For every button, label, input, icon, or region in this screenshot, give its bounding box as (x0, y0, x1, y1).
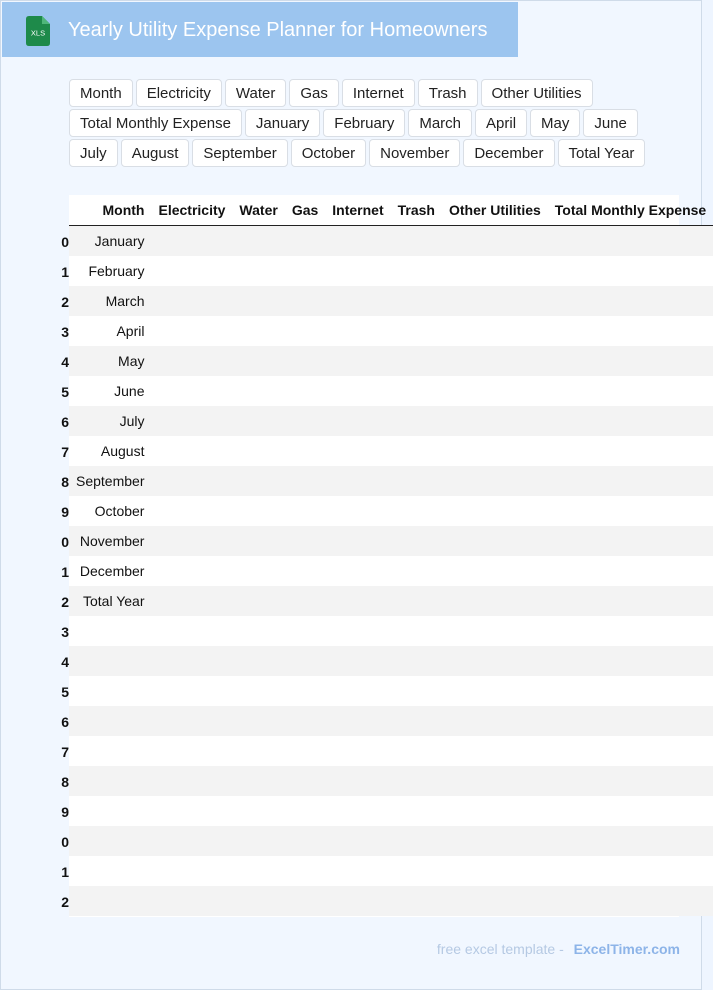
expense-cell[interactable] (285, 466, 325, 496)
row-index-glyph: 9 (61, 504, 69, 520)
column-header-month: Month (69, 195, 151, 226)
expense-cell[interactable] (285, 436, 325, 466)
expense-cell[interactable] (391, 646, 442, 676)
row-index-glyph: 4 (61, 354, 69, 370)
column-header-internet: Internet (325, 195, 390, 226)
expense-cell[interactable] (232, 226, 284, 257)
chip-other-utilities[interactable]: Other Utilities (481, 79, 593, 107)
expense-cell[interactable] (232, 736, 284, 766)
row-index-glyph: 0 (61, 834, 69, 850)
chip-november[interactable]: November (369, 139, 460, 167)
table-row (69, 466, 713, 496)
chip-april[interactable]: April (475, 109, 527, 137)
expense-cell[interactable] (151, 616, 232, 646)
expense-cell[interactable] (391, 586, 442, 616)
expense-cell[interactable] (285, 586, 325, 616)
footer (437, 941, 680, 957)
month-cell: October (69, 496, 151, 526)
expense-cell[interactable] (151, 646, 232, 676)
expense-cell[interactable] (442, 376, 548, 406)
month-cell (69, 646, 151, 676)
table-row (69, 346, 713, 376)
month-cell: November (69, 526, 151, 556)
expense-cell[interactable] (391, 616, 442, 646)
expense-cell[interactable] (285, 886, 325, 916)
row-index-glyph: 2 (61, 594, 69, 610)
expense-cell[interactable] (442, 556, 548, 586)
expense-cell[interactable] (285, 286, 325, 316)
expense-cell[interactable] (151, 286, 232, 316)
month-cell: September (69, 466, 151, 496)
month-cell (69, 766, 151, 796)
expense-table-viewport (61, 195, 707, 917)
expense-cell[interactable] (232, 556, 284, 586)
expense-cell[interactable] (442, 436, 548, 466)
expense-cell[interactable] (548, 856, 713, 886)
expense-cell[interactable] (151, 586, 232, 616)
expense-cell[interactable] (285, 406, 325, 436)
month-cell: February (69, 256, 151, 286)
table-body (61, 226, 713, 917)
row-index-glyph: 1 (61, 264, 69, 280)
month-cell: June (69, 376, 151, 406)
expense-cell[interactable] (325, 706, 390, 736)
expense-cell[interactable] (548, 796, 713, 826)
expense-cell[interactable] (232, 676, 284, 706)
chip-january[interactable]: January (245, 109, 320, 137)
expense-cell[interactable] (151, 256, 232, 286)
expense-cell[interactable] (442, 316, 548, 346)
expense-cell[interactable] (442, 856, 548, 886)
row-index-glyph: 3 (61, 624, 69, 640)
expense-cell[interactable] (232, 286, 284, 316)
expense-cell[interactable] (151, 496, 232, 526)
row-index-glyph: 1 (61, 564, 69, 580)
month-cell (69, 826, 151, 856)
row-index-glyph: 2 (61, 894, 69, 910)
expense-cell[interactable] (151, 706, 232, 736)
table-header-row (69, 195, 713, 226)
expense-cell[interactable] (325, 256, 390, 286)
expense-cell[interactable] (151, 316, 232, 346)
expense-cell[interactable] (285, 556, 325, 586)
expense-cell[interactable] (391, 856, 442, 886)
expense-cell[interactable] (548, 436, 713, 466)
expense-table (61, 195, 713, 916)
expense-cell[interactable] (548, 256, 713, 286)
month-cell: April (69, 316, 151, 346)
expense-cell[interactable] (391, 376, 442, 406)
expense-cell[interactable] (548, 736, 713, 766)
expense-cell[interactable] (548, 706, 713, 736)
table-row (69, 226, 713, 257)
row-index-glyph: 3 (61, 324, 69, 340)
expense-cell[interactable] (325, 736, 390, 766)
expense-cell[interactable] (548, 526, 713, 556)
expense-cell[interactable] (151, 346, 232, 376)
expense-cell[interactable] (285, 226, 325, 257)
expense-cell[interactable] (391, 556, 442, 586)
table-row (69, 556, 713, 586)
table-row (69, 376, 713, 406)
expense-cell[interactable] (151, 826, 232, 856)
table-row (69, 496, 713, 526)
row-index-glyph: 0 (61, 234, 69, 250)
expense-cell[interactable] (232, 766, 284, 796)
row-index-glyph: 8 (61, 774, 69, 790)
month-cell: January (69, 226, 151, 257)
footer-text: free excel template - (436, 941, 564, 957)
chip-march[interactable]: March (408, 109, 472, 137)
row-index-glyph: 6 (61, 414, 69, 430)
expense-cell[interactable] (151, 856, 232, 886)
table-row (69, 616, 713, 646)
expense-cell[interactable] (391, 676, 442, 706)
expense-cell[interactable] (325, 646, 390, 676)
chip-february[interactable]: February (323, 109, 405, 137)
month-cell (69, 736, 151, 766)
table-row (69, 316, 713, 346)
row-index-glyph: 4 (61, 654, 69, 670)
expense-cell[interactable] (232, 706, 284, 736)
expense-cell[interactable] (391, 316, 442, 346)
expense-cell[interactable] (442, 256, 548, 286)
column-header-water: Water (232, 195, 284, 226)
expense-cell[interactable] (548, 346, 713, 376)
expense-cell[interactable] (442, 826, 548, 856)
row-index-glyph: 7 (61, 744, 69, 760)
row-index-glyph: 8 (61, 474, 69, 490)
expense-cell[interactable] (391, 736, 442, 766)
expense-cell[interactable] (391, 286, 442, 316)
expense-cell[interactable] (548, 886, 713, 916)
expense-cell[interactable] (232, 346, 284, 376)
expense-cell[interactable] (285, 826, 325, 856)
expense-cell[interactable] (325, 556, 390, 586)
chip-december[interactable]: December (463, 139, 554, 167)
expense-cell[interactable] (548, 226, 713, 257)
title-bar (2, 2, 518, 57)
expense-cell[interactable] (442, 736, 548, 766)
expense-cell[interactable] (151, 226, 232, 257)
expense-cell[interactable] (232, 856, 284, 886)
expense-cell[interactable] (442, 646, 548, 676)
expense-cell[interactable] (232, 496, 284, 526)
month-cell (69, 796, 151, 826)
row-index-glyph: 6 (61, 714, 69, 730)
page-title: Yearly Utility Expense Planner for Homeowners (68, 19, 488, 41)
month-cell: August (69, 436, 151, 466)
expense-cell[interactable] (151, 736, 232, 766)
row-index-glyph: 1 (61, 864, 69, 880)
expense-cell[interactable] (325, 376, 390, 406)
expense-cell[interactable] (442, 766, 548, 796)
expense-cell[interactable] (285, 796, 325, 826)
expense-cell[interactable] (232, 466, 284, 496)
expense-cell[interactable] (232, 376, 284, 406)
expense-cell[interactable] (325, 886, 390, 916)
expense-cell[interactable] (285, 496, 325, 526)
expense-cell[interactable] (325, 766, 390, 796)
table-row (69, 826, 713, 856)
chip-month[interactable]: Month (69, 79, 133, 107)
expense-cell[interactable] (391, 826, 442, 856)
row-index-glyph: 5 (61, 684, 69, 700)
month-cell (69, 706, 151, 736)
expense-cell[interactable] (325, 316, 390, 346)
column-header-electricity: Electricity (151, 195, 232, 226)
chip-september[interactable]: September (192, 139, 287, 167)
expense-cell[interactable] (232, 886, 284, 916)
xls-file-icon (26, 16, 50, 46)
expense-cell[interactable] (391, 526, 442, 556)
expense-cell[interactable] (285, 646, 325, 676)
expense-cell[interactable] (151, 676, 232, 706)
chip-august[interactable]: August (121, 139, 190, 167)
row-index-glyph: 2 (61, 294, 69, 310)
column-header-other-utilities: Other Utilities (442, 195, 548, 226)
table-row (69, 526, 713, 556)
expense-cell[interactable] (391, 466, 442, 496)
expense-cell[interactable] (325, 466, 390, 496)
expense-cell[interactable] (232, 646, 284, 676)
expense-cell[interactable] (151, 796, 232, 826)
expense-cell[interactable] (285, 346, 325, 376)
expense-cell[interactable] (391, 496, 442, 526)
expense-cell[interactable] (325, 436, 390, 466)
row-index-glyph: 7 (61, 444, 69, 460)
month-cell: March (69, 286, 151, 316)
chip-internet[interactable]: Internet (342, 79, 415, 107)
month-cell (69, 676, 151, 706)
expense-cell[interactable] (442, 346, 548, 376)
expense-cell[interactable] (325, 586, 390, 616)
expense-cell[interactable] (442, 496, 548, 526)
expense-cell[interactable] (285, 736, 325, 766)
expense-cell[interactable] (442, 886, 548, 916)
expense-cell[interactable] (548, 586, 713, 616)
month-cell: May (69, 346, 151, 376)
expense-cell[interactable] (325, 496, 390, 526)
expense-cell[interactable] (325, 856, 390, 886)
table-row (69, 406, 713, 436)
month-cell: July (69, 406, 151, 436)
expense-cell[interactable] (325, 226, 390, 257)
expense-cell[interactable] (391, 256, 442, 286)
expense-cell[interactable] (325, 286, 390, 316)
table-row (69, 646, 713, 676)
expense-cell[interactable] (232, 316, 284, 346)
table-row (69, 856, 713, 886)
month-cell: Total Year (69, 586, 151, 616)
expense-cell[interactable] (442, 226, 548, 257)
month-cell (69, 886, 151, 916)
expense-cell[interactable] (232, 436, 284, 466)
expense-cell[interactable] (548, 316, 713, 346)
expense-cell[interactable] (442, 586, 548, 616)
expense-cell[interactable] (325, 346, 390, 376)
expense-cell[interactable] (285, 856, 325, 886)
month-cell (69, 616, 151, 646)
table-row (69, 706, 713, 736)
expense-cell[interactable] (151, 556, 232, 586)
expense-cell[interactable] (391, 706, 442, 736)
expense-cell[interactable] (325, 796, 390, 826)
chip-june[interactable]: June (583, 109, 638, 137)
month-cell: December (69, 556, 151, 586)
expense-cell[interactable] (325, 826, 390, 856)
expense-cell[interactable] (391, 766, 442, 796)
expense-cell[interactable] (391, 346, 442, 376)
column-header-total-monthly-expense: Total Monthly Expense (548, 195, 713, 226)
chip-total-year[interactable]: Total Year (558, 139, 646, 167)
expense-cell[interactable] (285, 616, 325, 646)
table-row (69, 676, 713, 706)
expense-cell[interactable] (442, 406, 548, 436)
expense-cell[interactable] (285, 526, 325, 556)
column-chip-list (69, 79, 687, 167)
expense-cell[interactable] (442, 706, 548, 736)
expense-cell[interactable] (442, 796, 548, 826)
expense-cell[interactable] (151, 466, 232, 496)
table-row (69, 736, 713, 766)
expense-cell[interactable] (325, 616, 390, 646)
expense-cell[interactable] (232, 256, 284, 286)
expense-cell[interactable] (232, 406, 284, 436)
expense-cell[interactable] (285, 256, 325, 286)
expense-cell[interactable] (548, 646, 713, 676)
expense-cell[interactable] (285, 316, 325, 346)
expense-cell[interactable] (325, 406, 390, 436)
table-row (69, 256, 713, 286)
expense-cell[interactable] (285, 766, 325, 796)
row-index-glyph: 0 (61, 534, 69, 550)
footer-brand-link[interactable]: ExcelTimer.com (573, 941, 680, 957)
expense-cell[interactable] (442, 466, 548, 496)
expense-cell[interactable] (548, 766, 713, 796)
expense-cell[interactable] (285, 376, 325, 406)
chip-october[interactable]: October (291, 139, 366, 167)
table-row (69, 766, 713, 796)
expense-cell[interactable] (391, 886, 442, 916)
chip-electricity[interactable]: Electricity (136, 79, 222, 107)
table-row (69, 886, 713, 916)
row-index-glyph: 9 (61, 804, 69, 820)
expense-cell[interactable] (232, 796, 284, 826)
xls-icon-label: XLS (30, 28, 46, 38)
expense-cell[interactable] (232, 826, 284, 856)
expense-cell[interactable] (232, 526, 284, 556)
expense-cell[interactable] (232, 586, 284, 616)
column-header-trash: Trash (391, 195, 442, 226)
chip-water[interactable]: Water (225, 79, 286, 107)
table-row (69, 436, 713, 466)
expense-cell[interactable] (442, 286, 548, 316)
row-index-glyph: 5 (61, 384, 69, 400)
expense-cell[interactable] (548, 286, 713, 316)
expense-cell[interactable] (285, 706, 325, 736)
expense-cell[interactable] (151, 376, 232, 406)
chip-total-monthly-expense[interactable]: Total Monthly Expense (69, 109, 242, 137)
month-cell (69, 856, 151, 886)
expense-cell[interactable] (442, 676, 548, 706)
chip-gas[interactable]: Gas (289, 79, 339, 107)
expense-cell[interactable] (548, 676, 713, 706)
expense-cell[interactable] (391, 436, 442, 466)
expense-cell[interactable] (151, 406, 232, 436)
expense-cell[interactable] (325, 676, 390, 706)
table-row (69, 286, 713, 316)
expense-cell[interactable] (548, 826, 713, 856)
expense-cell[interactable] (548, 556, 713, 586)
expense-cell[interactable] (285, 676, 325, 706)
table-row (69, 586, 713, 616)
expense-cell[interactable] (391, 406, 442, 436)
expense-cell[interactable] (325, 526, 390, 556)
chip-may[interactable]: May (530, 109, 580, 137)
expense-cell[interactable] (548, 496, 713, 526)
expense-cell[interactable] (391, 226, 442, 257)
expense-cell[interactable] (151, 886, 232, 916)
expense-cell[interactable] (548, 466, 713, 496)
expense-cell[interactable] (442, 616, 548, 646)
expense-cell[interactable] (151, 526, 232, 556)
chip-trash[interactable]: Trash (418, 79, 478, 107)
expense-cell[interactable] (548, 616, 713, 646)
expense-cell[interactable] (232, 616, 284, 646)
table-row (69, 796, 713, 826)
expense-cell[interactable] (391, 796, 442, 826)
expense-cell[interactable] (151, 436, 232, 466)
chip-july[interactable]: July (69, 139, 118, 167)
expense-cell[interactable] (548, 376, 713, 406)
expense-cell[interactable] (442, 526, 548, 556)
expense-cell[interactable] (548, 406, 713, 436)
column-header-gas: Gas (285, 195, 325, 226)
expense-cell[interactable] (151, 766, 232, 796)
